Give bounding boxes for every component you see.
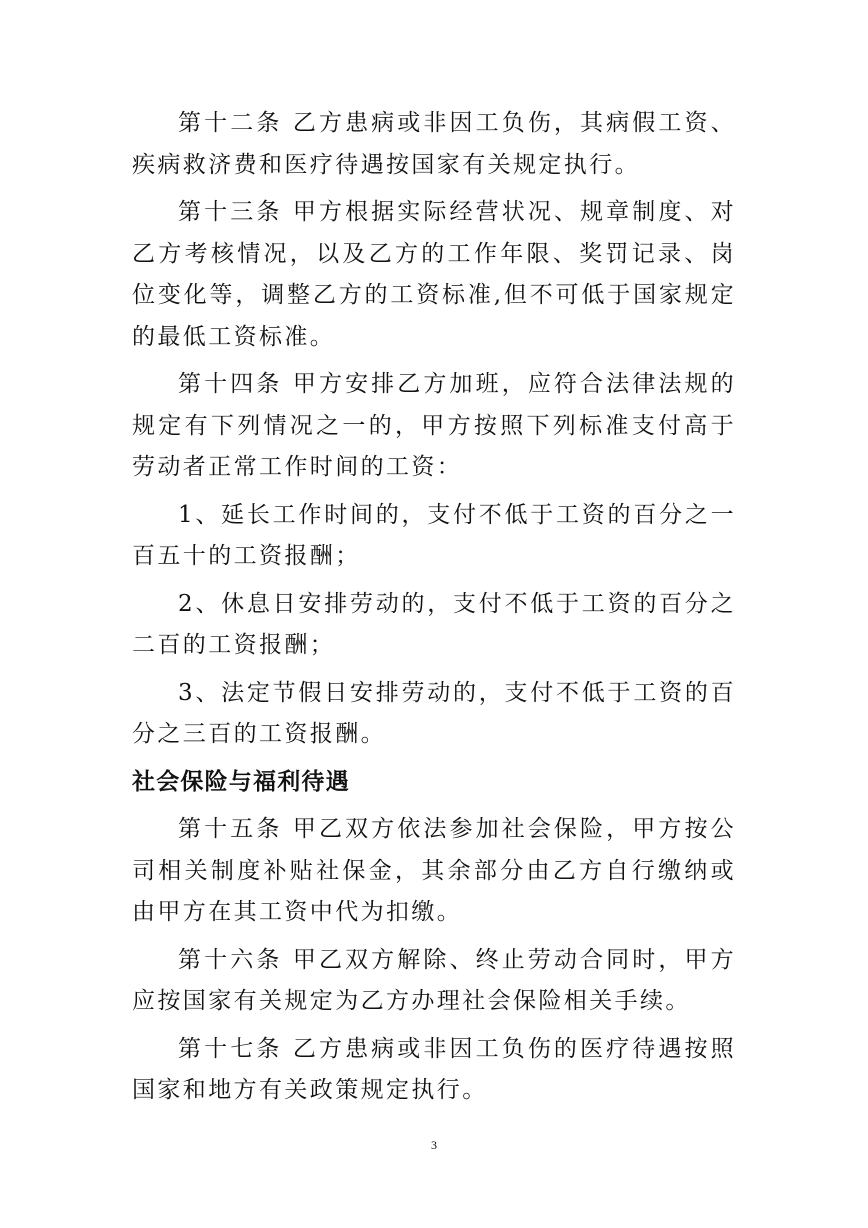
article-17-paragraph: 第十七条 乙方患病或非因工负伤的医疗待遇按照国家和地方有关政策规定执行。 bbox=[132, 1035, 736, 1103]
page-number: 3 bbox=[431, 1138, 437, 1152]
overtime-item-2: 2、休息日安排劳动的，支付不低于工资的百分之二百的工资报酬； bbox=[132, 590, 736, 658]
article-12-paragraph: 第十二条 乙方患病或非因工负伤，其病假工资、疾病救济费和医疗待遇按国家有关规定执行。 bbox=[132, 110, 736, 178]
overtime-item-1: 1、延长工作时间的，支付不低于工资的百分之一百五十的工资报酬； bbox=[132, 501, 736, 569]
article-13-paragraph: 第十三条 甲方根据实际经营状况、规章制度、对乙方考核情况，以及乙方的工作年限、奖罚记录、岗位变化等，调整乙方的工资标准,但不可低于国家规定的最低工资标准。 bbox=[132, 199, 736, 350]
article-14-paragraph: 第十四条 甲方安排乙方加班，应符合法律法规的规定有下列情况之一的，甲方按照下列标准支付高于劳动者正常工作时间的工资： bbox=[132, 371, 736, 480]
section-heading-social-insurance: 社会保险与福利待遇 bbox=[132, 768, 350, 795]
overtime-item-3: 3、法定节假日安排劳动的，支付不低于工资的百分之三百的工资报酬。 bbox=[132, 679, 736, 747]
document-body bbox=[132, 103, 736, 1112]
article-15-paragraph: 第十五条 甲乙双方依法参加社会保险，甲方按公司相关制度补贴社保金，其余部分由乙方自行缴纳或由甲方在其工资中代为扣缴。 bbox=[132, 816, 736, 925]
article-16-paragraph: 第十六条 甲乙双方解除、终止劳动合同时，甲方应按国家有关规定为乙方办理社会保险相关手续。 bbox=[132, 946, 736, 1014]
